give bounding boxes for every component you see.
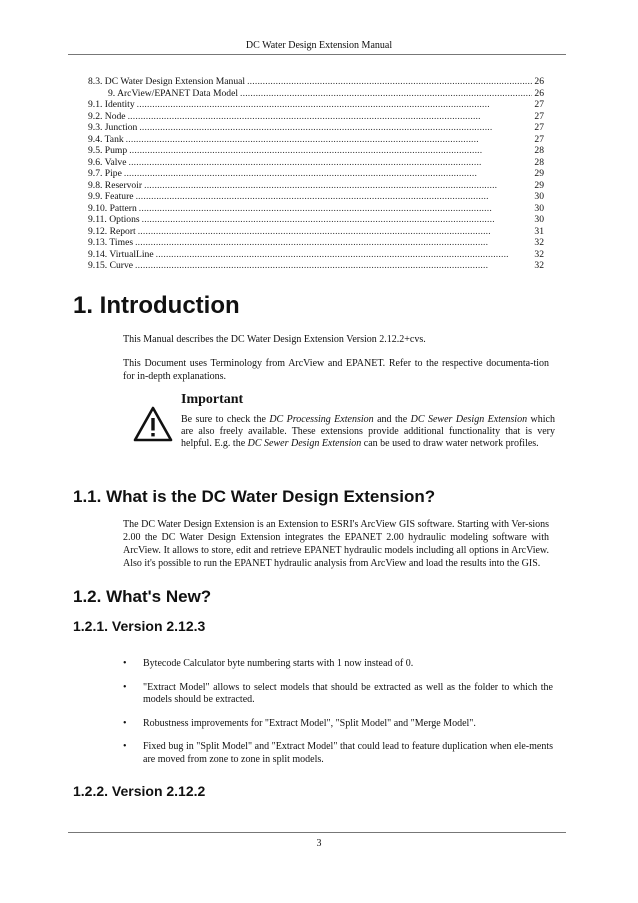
- callout-emphasis: DC Sewer Design Extension: [247, 438, 362, 449]
- list-item-text: "Extract Model" allows to select models that should be extracted as well as the folder to which the models should be extracted.: [143, 681, 553, 705]
- footer-divider: [68, 832, 566, 833]
- toc-entry-title: 9.9. Feature: [88, 191, 134, 202]
- toc-leader: [144, 180, 532, 191]
- toc-leader: [240, 88, 532, 99]
- list-item: [123, 658, 553, 671]
- toc-entry[interactable]: [88, 249, 544, 261]
- list-item: [123, 741, 553, 766]
- bullet-icon: •: [123, 717, 127, 729]
- toc-entry[interactable]: [88, 88, 544, 100]
- list-item: [123, 718, 553, 731]
- toc-leader: [139, 122, 532, 133]
- section-heading-1-1: 1.1. What is the DC Water Design Extension?: [73, 487, 436, 506]
- toc-entry[interactable]: [88, 111, 544, 123]
- toc-entry[interactable]: [88, 157, 544, 169]
- toc-entry-page: 32: [534, 260, 544, 271]
- toc-entry[interactable]: [88, 203, 544, 215]
- toc-leader: [128, 111, 533, 122]
- toc-entry-page: 27: [534, 99, 544, 110]
- section-heading-1-2-2: 1.2.2. Version 2.12.2: [73, 783, 206, 799]
- header-divider: [68, 54, 566, 55]
- intro-paragraph-1: This Manual describes the DC Water Design Extension Version 2.12.2+cvs.: [123, 334, 426, 345]
- toc-leader: [135, 237, 532, 248]
- section-heading-1-2-1: 1.2.1. Version 2.12.3: [73, 618, 206, 634]
- page-number: 3: [316, 838, 322, 849]
- toc-entry-title: 9. ArcView/EPANET Data Model: [108, 87, 238, 99]
- toc-entry-title: 9.2. Node: [88, 110, 126, 122]
- toc-entry-title: 9.8. Reservoir: [88, 179, 143, 191]
- toc-entry-page: 26: [534, 87, 544, 99]
- toc-leader: [137, 99, 533, 110]
- important-callout: [123, 392, 555, 472]
- section-heading-1-2: 1.2. What's New?: [73, 587, 212, 606]
- bullet-icon: •: [123, 741, 127, 752]
- toc-entry[interactable]: [88, 226, 544, 238]
- bullet-icon: •: [123, 681, 127, 693]
- toc-entry[interactable]: [88, 237, 544, 249]
- callout-text: can be used to draw water network profiles.: [361, 438, 539, 449]
- list-item-text: Robustness improvements for "Extract Model", "Split Model" and "Merge Model".: [143, 717, 476, 729]
- toc-entry-page: 29: [534, 168, 544, 179]
- bullet-icon: •: [123, 658, 127, 669]
- toc-entry-title: 9.14. VirtualLine: [88, 248, 154, 260]
- toc-entry-page: 27: [534, 110, 544, 122]
- toc-entry[interactable]: [88, 145, 544, 157]
- toc-entry[interactable]: [88, 134, 544, 146]
- list-item-text: Fixed bug in "Split Model" and "Extract Model" that could lead to feature duplication when ele-ments are moved from zone to zone in split models.: [143, 741, 553, 765]
- toc-entry-title: 9.3. Junction: [88, 122, 138, 133]
- toc-leader: [136, 191, 533, 202]
- toc-entry-page: 26: [534, 76, 544, 87]
- running-header: DC Water Design Extension Manual: [245, 40, 393, 51]
- toc-entry[interactable]: [88, 122, 544, 134]
- toc-leader: [139, 203, 533, 214]
- table-of-contents: [88, 76, 544, 272]
- toc-entry[interactable]: [88, 168, 544, 180]
- toc-entry-title: 9.10. Pattern: [88, 202, 137, 214]
- list-item: [123, 682, 553, 707]
- intro-paragraph-2: This Document uses Terminology from ArcView and EPANET. Refer to the respective documenta-tion for in-depth explanations.: [123, 358, 549, 382]
- toc-leader: [124, 168, 533, 179]
- toc-entry-title: 9.15. Curve: [88, 260, 134, 271]
- callout-text: Be sure to check the: [181, 414, 270, 425]
- callout-text: which are also freely available. These extensions provide additional functionality that is very helpful. E.g. the: [181, 414, 555, 449]
- toc-entry-page: 27: [534, 122, 544, 133]
- toc-entry-title: 9.4. Tank: [88, 133, 124, 145]
- toc-entry[interactable]: [88, 99, 544, 111]
- chapter-heading: 1. Introduction: [73, 292, 240, 319]
- toc-entry-title: 9.7. Pipe: [88, 168, 122, 179]
- list-item-text: Bytecode Calculator byte numbering starts with 1 now instead of 0.: [143, 658, 414, 669]
- toc-leader: [138, 226, 533, 237]
- toc-leader: [128, 157, 532, 168]
- toc-entry[interactable]: [88, 180, 544, 192]
- toc-entry-page: 32: [534, 237, 544, 248]
- section-1-1-paragraph: The DC Water Design Extension is an Extension to ESRI's ArcView GIS software. Starting with Ver-sions 2.00 the DC Water Design Extension integrates the EPANET 2.00 hydraulic modeling software with ArcView. It allows to store, edit and retrieve EPANET hydraulic models including all options in ArcView. Also it's possible to run the EPANET hydraulic analysis from ArcView and load the results into the GIS.: [123, 519, 549, 569]
- toc-leader: [129, 145, 532, 156]
- toc-entry-title: 9.13. Times: [88, 237, 134, 248]
- toc-entry-page: 30: [534, 214, 544, 225]
- toc-leader: [156, 249, 533, 260]
- callout-title: Important: [181, 392, 244, 407]
- toc-entry-page: 32: [534, 248, 544, 260]
- toc-leader: [142, 214, 533, 225]
- toc-leader: [126, 134, 533, 145]
- callout-body: [181, 414, 555, 450]
- toc-entry[interactable]: [88, 260, 544, 272]
- toc-entry-page: 30: [534, 202, 544, 214]
- toc-entry-title: 8.3. DC Water Design Extension Manual: [88, 76, 246, 87]
- toc-leader: [135, 260, 532, 271]
- warning-icon: [133, 406, 173, 442]
- toc-entry[interactable]: [88, 76, 544, 88]
- toc-entry-page: 28: [534, 145, 544, 156]
- toc-entry[interactable]: [88, 191, 544, 203]
- callout-text: and the: [373, 414, 411, 425]
- toc-entry[interactable]: [88, 214, 544, 226]
- toc-entry-page: 30: [534, 191, 544, 202]
- toc-leader: [247, 76, 532, 87]
- toc-entry-title: 9.5. Pump: [88, 145, 128, 156]
- toc-entry-page: 29: [534, 179, 544, 191]
- callout-emphasis: DC Sewer Design Extension: [410, 414, 528, 425]
- changes-list: [123, 658, 553, 777]
- toc-entry-page: 27: [534, 133, 544, 145]
- toc-entry-title: 9.11. Options: [88, 214, 140, 225]
- toc-entry-title: 9.12. Report: [88, 225, 136, 237]
- toc-entry-page: 28: [534, 156, 544, 168]
- toc-entry-title: 9.6. Valve: [88, 156, 127, 168]
- callout-emphasis: DC Processing Extension: [269, 414, 374, 425]
- toc-entry-title: 9.1. Identity: [88, 99, 135, 110]
- toc-entry-page: 31: [534, 225, 544, 237]
